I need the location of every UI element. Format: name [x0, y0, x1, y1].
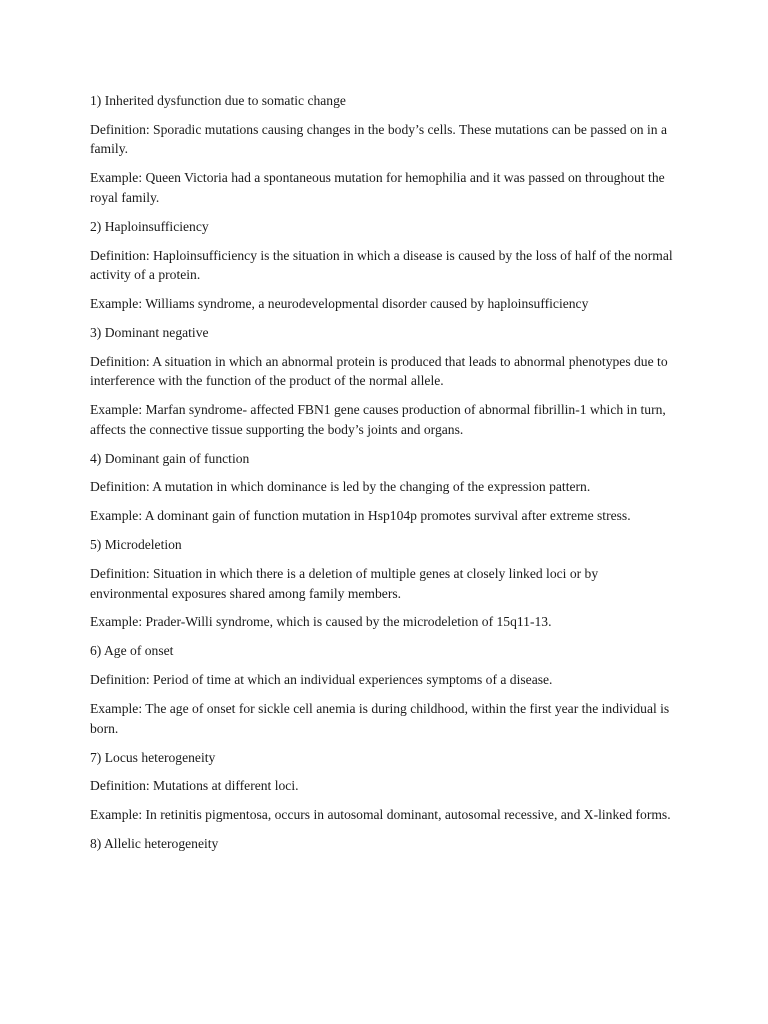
document-page	[90, 91, 680, 863]
entry-5-definition: Definition: Situation in which there is a deletion of multiple genes at closely linked loci or by environmental exposures shared among family members.	[90, 566, 599, 601]
entry-3-definition: Definition: A situation in which an abnormal protein is produced that leads to abnormal phenotypes due to interference with the function of the product of the normal allele.	[90, 353, 668, 389]
entry-5-example: Example: Prader-Willi syndrome, which is caused by the microdeletion of 15q11-13.	[90, 614, 552, 630]
entry-7-definition: Definition: Mutations at different loci.	[90, 778, 299, 794]
entry-8-heading: 8) Allelic heterogeneity	[90, 836, 219, 852]
entry-1-definition: Definition: Sporadic mutations causing changes in the body’s cells. These mutations can be passed on in a family.	[90, 121, 667, 157]
entry-2-example: Example: Williams syndrome, a neurodevelopmental disorder caused by haploinsufficiency	[90, 295, 589, 311]
entry-4-heading: 4) Dominant gain of function	[90, 450, 250, 466]
entry-1-example: Example: Queen Victoria had a spontaneous mutation for hemophilia and it was passed on throughout the royal family.	[90, 170, 665, 205]
entry-3-example: Example: Marfan syndrome- affected FBN1 gene causes production of abnormal fibrillin-1 which in turn, affects the connective tissue supporting the body’s joints and organs.	[90, 402, 666, 437]
entry-7-heading: 7) Locus heterogeneity	[90, 749, 216, 765]
entry-3-heading: 3) Dominant negative	[90, 324, 209, 340]
entry-4-definition: Definition: A mutation in which dominance is led by the changing of the expression pattern.	[90, 479, 591, 495]
entry-6-example: Example: The age of onset for sickle cell anemia is during childhood, within the first year the individual is born.	[90, 701, 670, 736]
entry-2-definition: Definition: Haploinsufficiency is the situation in which a disease is caused by the loss of half of the normal activity of a protein.	[90, 247, 673, 283]
entry-2-heading: 2) Haploinsufficiency	[90, 218, 209, 234]
entry-6-definition: Definition: Period of time at which an individual experiences symptoms of a disease.	[90, 672, 553, 688]
entry-4-example: Example: A dominant gain of function mutation in Hsp104p promotes survival after extreme stress.	[90, 508, 631, 524]
entry-6-heading: 6) Age of onset	[90, 643, 174, 659]
entry-7-example: Example: In retinitis pigmentosa, occurs in autosomal dominant, autosomal recessive, and X-linked forms.	[90, 807, 671, 823]
entry-1-heading: 1) Inherited dysfunction due to somatic change	[90, 93, 346, 108]
entry-5-heading: 5) Microdeletion	[90, 537, 182, 553]
